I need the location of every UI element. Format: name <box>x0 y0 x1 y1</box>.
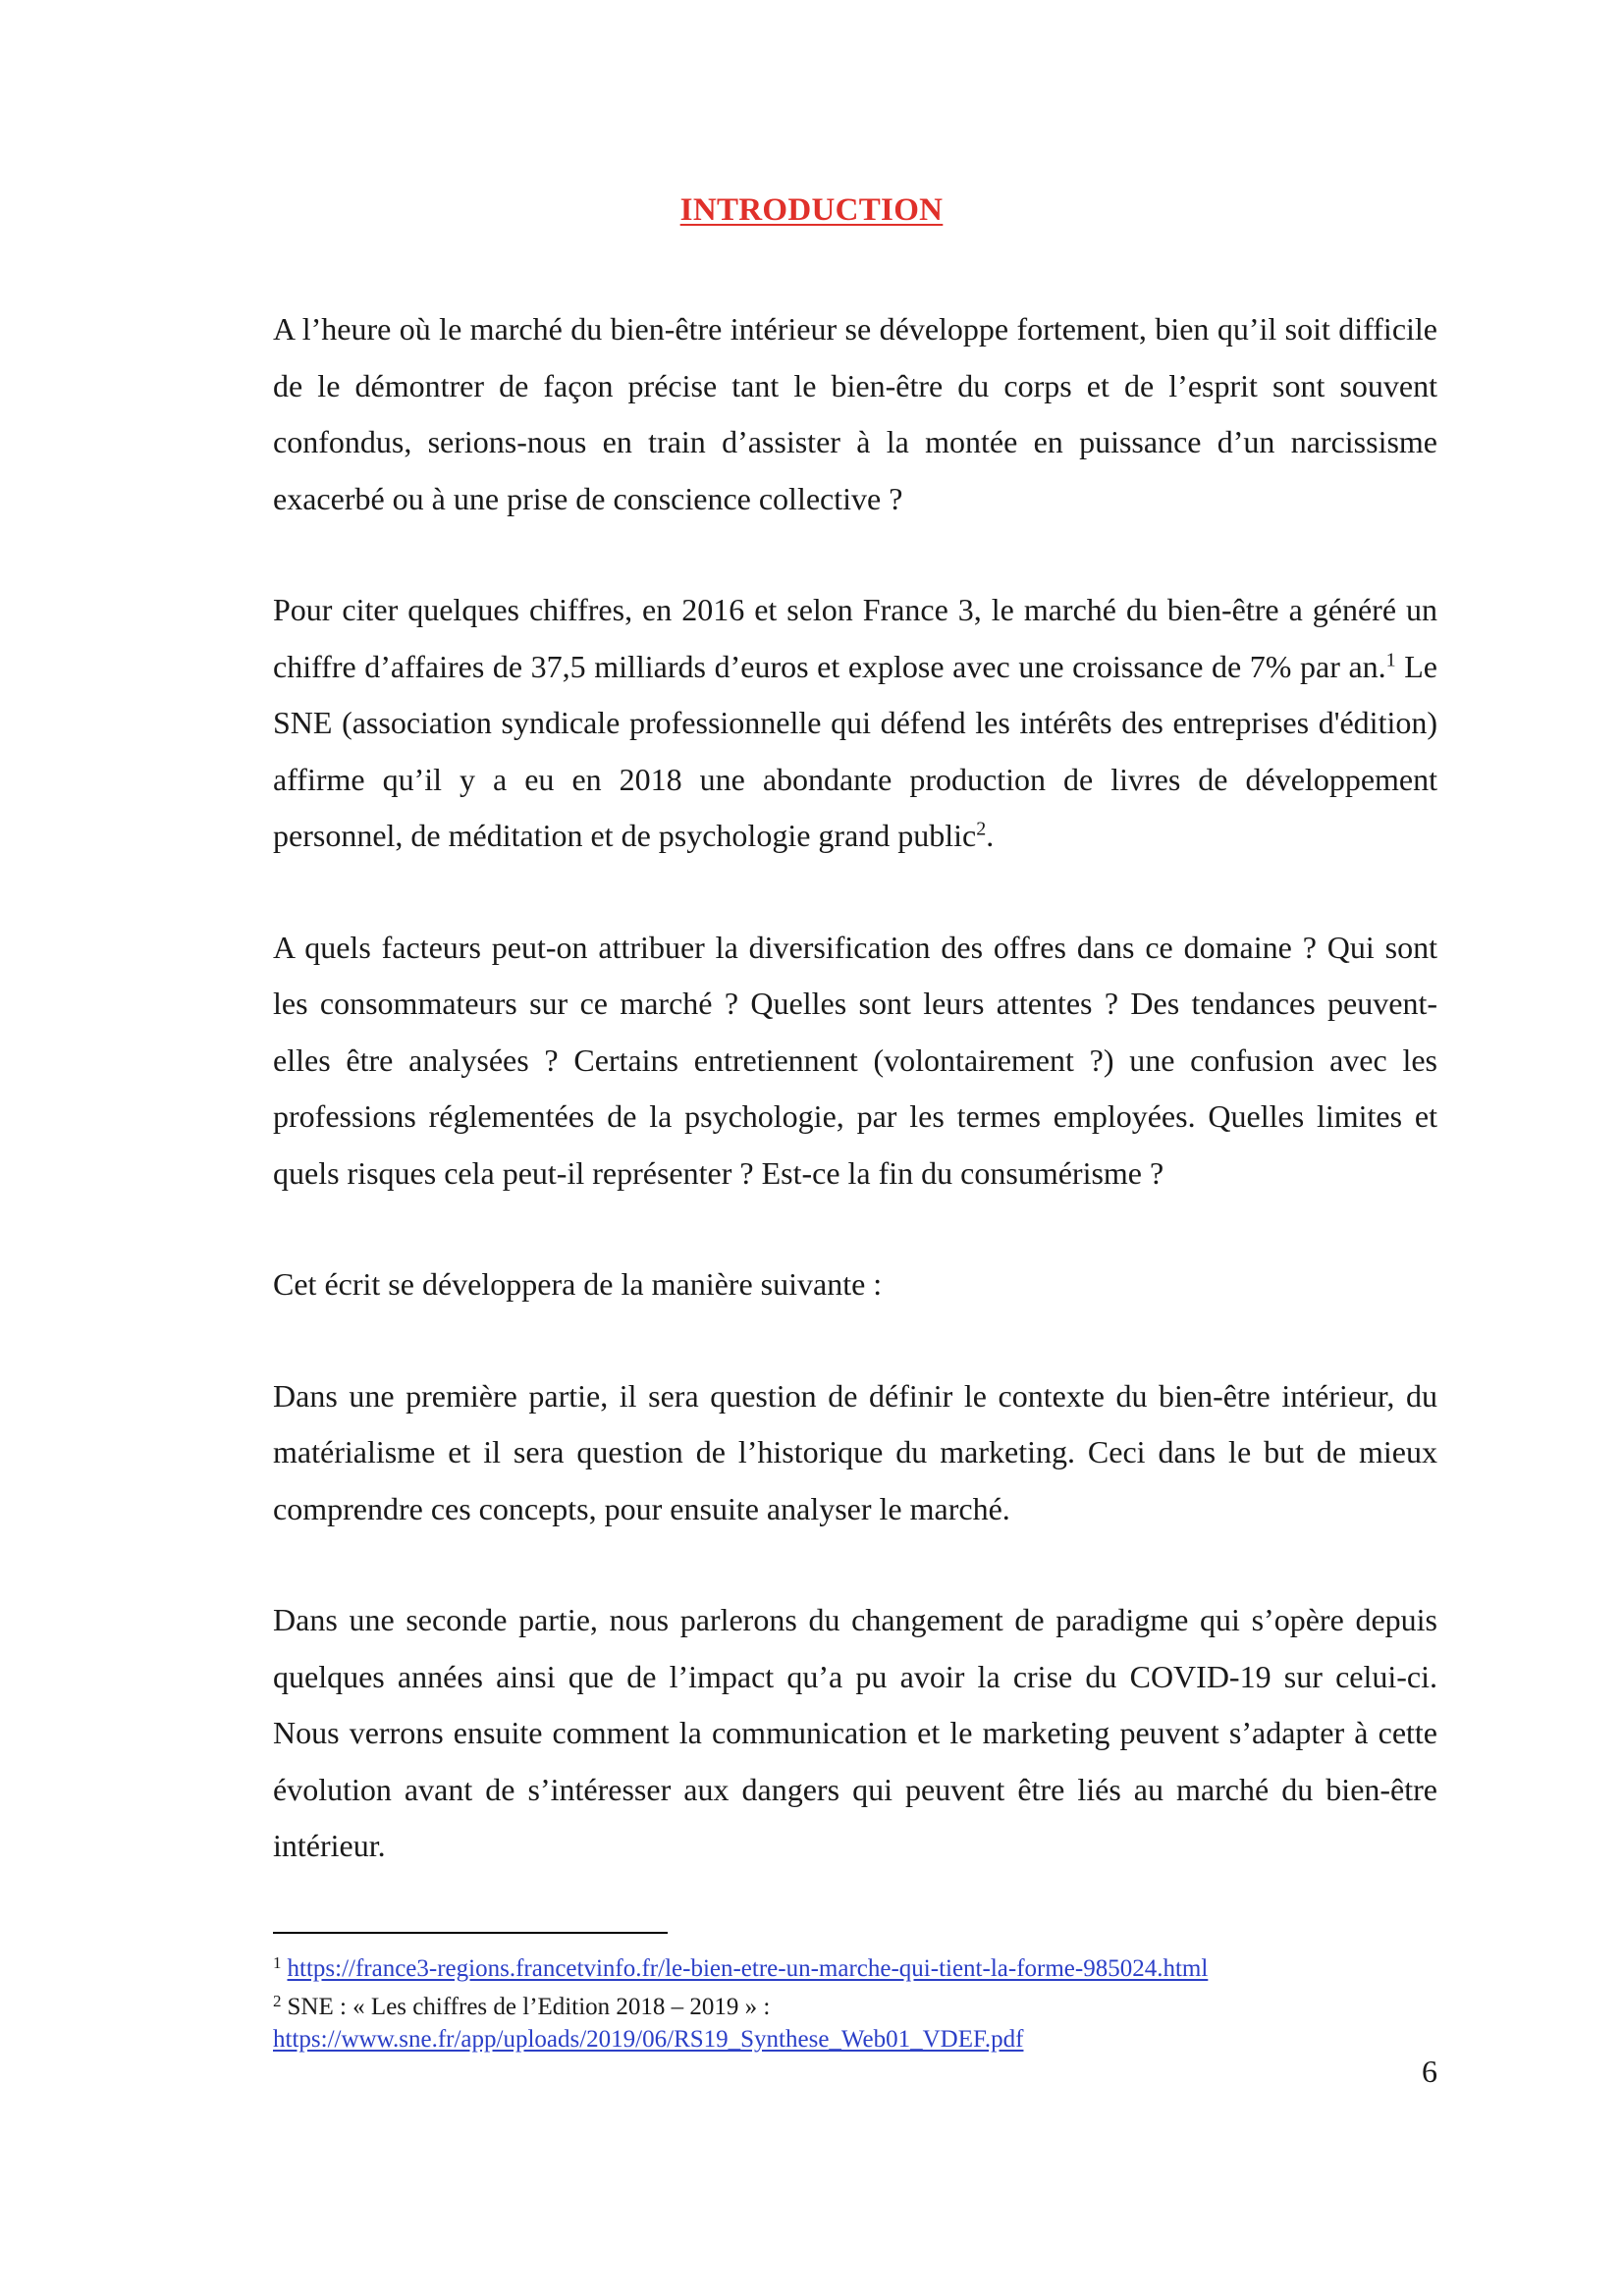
paragraph-figures <box>273 582 1437 865</box>
footnote-2-link[interactable]: https://www.sne.fr/app/uploads/2019/06/RS19_Synthese_Web01_VDEF.pdf <box>273 2026 1024 2053</box>
paragraph-outline-intro: Cet écrit se développera de la manière suivante : <box>273 1266 883 1302</box>
footnote-separator <box>273 1932 668 1934</box>
footnote-ref-1[interactable]: 1 <box>1385 648 1396 670</box>
paragraph-part-two: Dans une seconde partie, nous parlerons du changement de paradigme qui s’opère depuis quelques années ainsi que de l’impact qu’a pu avoir la crise du COVID-19 sur celui-ci. Nous verrons ensuite comment la communication et le marketing peuvent s’adapter à cette évolution avant de s’intéresser aux dangers qui peuvent être liés au marché du bien-être intérieur. <box>273 1602 1437 1863</box>
footnote-2-link-line <box>273 2023 1437 2056</box>
paragraph-intro: A l’heure où le marché du bien-être intérieur se développe fortement, bien qu’il soit difficile de le démontrer de façon précise tant le bien-être du corps et de l’esprit sont souvent confondus, serions-nous en train d’assister à la montée en puissance d’un narcissisme exacerbé ou à une prise de conscience collective ? <box>273 311 1437 516</box>
footnote-1-number: 1 <box>273 1953 282 1972</box>
footnotes <box>273 1947 1437 2056</box>
paragraph-figures-part-3: . <box>986 818 995 853</box>
page-number: 6 <box>1422 2054 1437 2089</box>
footnote-ref-2[interactable]: 2 <box>976 818 987 840</box>
footnote-2-number: 2 <box>273 1992 282 2010</box>
paragraph-figures-part-1: Pour citer quelques chiffres, en 2016 et selon France 3, le marché du bien-être a généré un chiffre d’affaires de 37,5 milliards d’euros et explose avec une croissance de 7% par an. <box>273 592 1437 684</box>
footnote-2-text: SNE : « Les chiffres de l’Edition 2018 – 2019 » : <box>287 1994 771 2020</box>
paragraph-part-one: Dans une première partie, il sera question de définir le contexte du bien-être intérieur, du matérialisme et il sera question de l’historique du marketing. Ceci dans le but de mieux comprendre ces concepts, pour ensuite analyser le marché. <box>273 1377 1437 1526</box>
section-title: INTRODUCTION <box>679 192 944 228</box>
footnote-1 <box>273 1947 1437 1985</box>
paragraph-questions: A quels facteurs peut-on attribuer la diversification des offres dans ce domaine ? Qui sont les consommateurs sur ce marché ? Quelles sont leurs attentes ? Des tendances peuvent-elles être analysées ? Certains entretiennent (volontairement ?) une confusion avec les professions réglementées de la psychologie, par les termes employées. Quelles limites et quels risques cela peut-il représenter ? Est-ce la fin du consumérisme ? <box>273 929 1437 1191</box>
body-text <box>273 301 1437 1875</box>
footnote-2 <box>273 1985 1437 2023</box>
paragraph-figures-part-2: Le SNE (association syndicale professionnelle qui défend les intérêts des entreprises d'édition) affirme qu’il y a eu en 2018 une abondante production de livres de développement personnel, de méditation et de psychologie grand public <box>273 648 1438 853</box>
footnote-1-link[interactable]: https://france3-regions.francetvinfo.fr/le-bien-etre-un-marche-qui-tient-la-forme-985024.html <box>287 1955 1209 1982</box>
